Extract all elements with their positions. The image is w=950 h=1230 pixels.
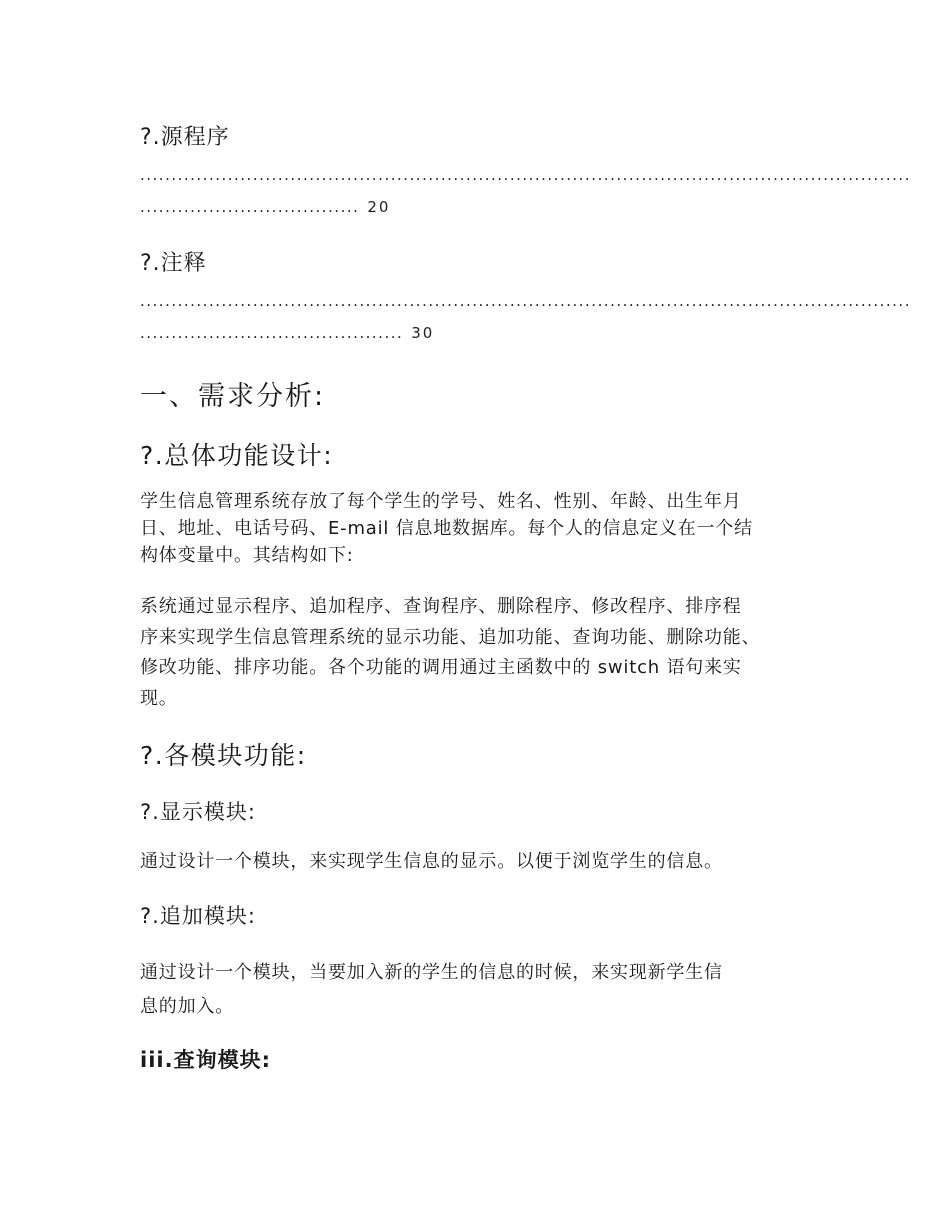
- toc-dots: ...................................: [140, 198, 360, 216]
- subsection-heading: ?.各模块功能:: [140, 741, 307, 770]
- toc-dot-leader-end: [140, 198, 390, 216]
- toc-entry-title: ?.注释: [140, 251, 207, 276]
- toc-page-number: 20: [367, 198, 391, 216]
- paragraph-line: 构体变量中。其结构如下:: [140, 545, 354, 566]
- paragraph-line: 日、地址、电话号码、E-mail 信息地数据库。每个人的信息定义在一个结: [140, 518, 753, 539]
- paragraph: [140, 488, 830, 569]
- module-heading: ?.追加模块:: [140, 904, 256, 928]
- paragraph-line: 通过设计一个模块，当要加入新的学生的信息的时候，来实现新学生信: [140, 962, 723, 983]
- paragraph: [140, 956, 830, 1024]
- paragraph-line: 息的加入。: [140, 996, 234, 1017]
- paragraph: [140, 848, 830, 876]
- toc-page-number: 30: [411, 324, 435, 342]
- toc-dot-leader-end: [140, 324, 434, 342]
- toc-dots: ..........................................: [140, 324, 404, 342]
- subsection-heading: ?.总体功能设计:: [140, 441, 334, 470]
- toc-entry-title: ?.源程序: [140, 125, 230, 150]
- paragraph-line: 现。: [140, 687, 178, 709]
- section-heading: 一、需求分析:: [140, 381, 326, 412]
- paragraph: [140, 592, 830, 714]
- paragraph-line: 序来实现学生信息管理系统的显示功能、追加功能、查询功能、删除功能、: [140, 626, 761, 648]
- toc-dot-leader: ...........................................................................................................................: [140, 166, 911, 184]
- toc-dot-leader: ...........................................................................................................................: [140, 292, 911, 310]
- paragraph-line: 系统通过显示程序、追加程序、查询程序、删除程序、修改程序、排序程: [140, 596, 742, 617]
- module-heading: iii.查询模块:: [140, 1048, 271, 1072]
- paragraph-line: 修改功能、排序功能。各个功能的调用通过主函数中的 switch 语句来实: [140, 657, 742, 678]
- module-heading: ?.显示模块:: [140, 800, 256, 824]
- paragraph-line: 通过设计一个模块，来实现学生信息的显示。以便于浏览学生的信息。: [140, 851, 723, 872]
- paragraph-line: 学生信息管理系统存放了每个学生的学号、姓名、性别、年龄、出生年月: [140, 491, 742, 512]
